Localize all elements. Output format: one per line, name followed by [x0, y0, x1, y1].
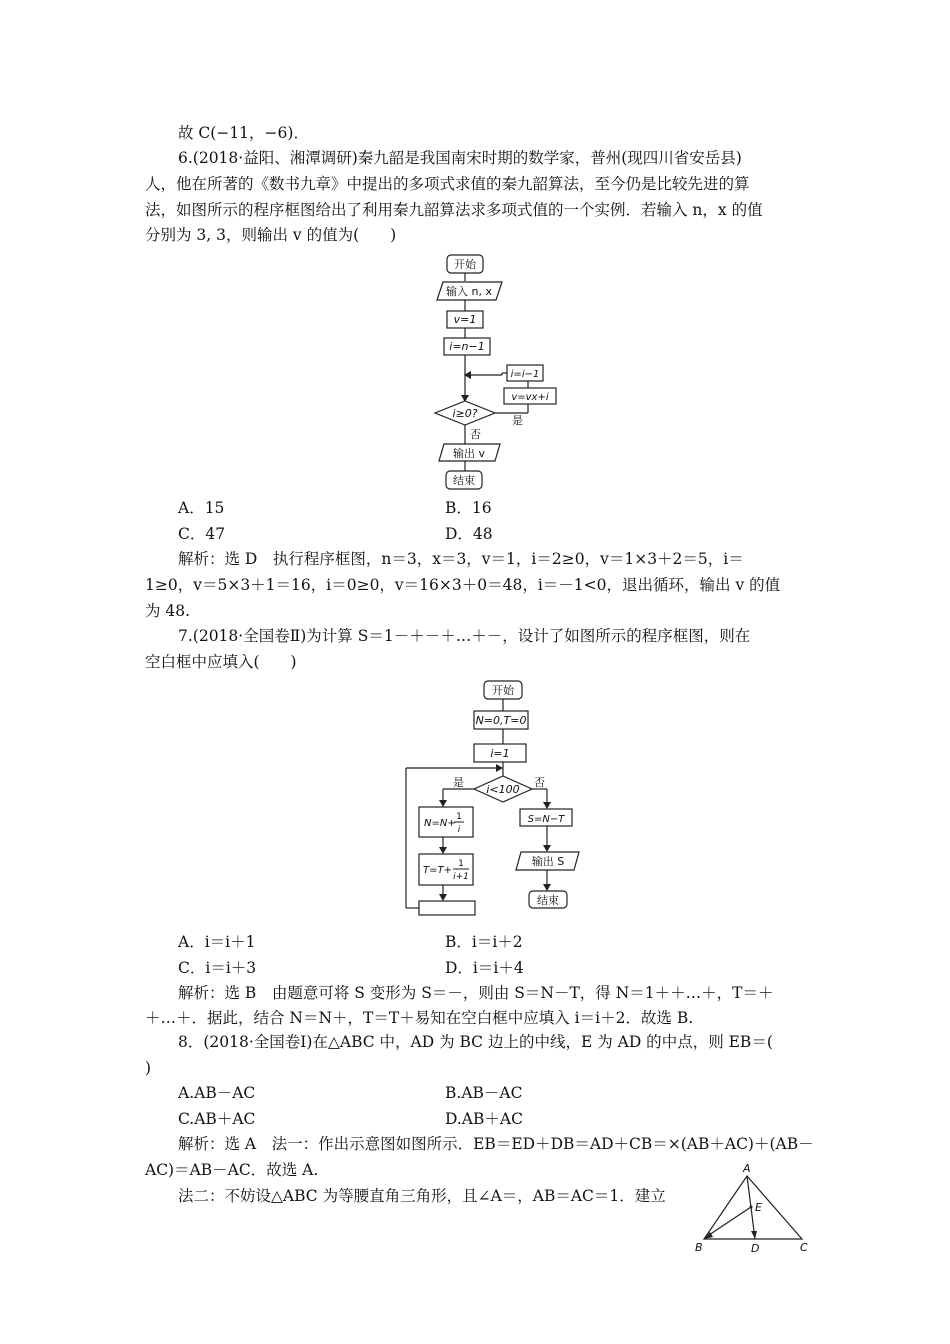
q7-option-d: D．i＝i＋4: [445, 959, 524, 977]
svg-text:输入 n, x: 输入 n, x: [446, 285, 492, 298]
flow-output: [439, 444, 500, 461]
flow-init-v: [447, 311, 483, 328]
flow-yes-label: 是: [453, 776, 464, 789]
q7-solution-2: ＋…＋．据此，结合 N＝N＋，T＝T＋易知在空白框中应填入 i＝i＋2．故选 B.: [145, 1009, 694, 1027]
svg-text:S=N−T: S=N−T: [527, 814, 565, 825]
q7-option-c: C．i＝i＋3: [178, 959, 257, 977]
q7-line-2: 空白框中应填入( ): [145, 653, 297, 671]
q8-line-1: 8．(2018·全国卷Ⅰ)在△ABC 中，AD 为 BC 边上的中线，E 为 AD 的中点，则 EB＝(: [178, 1033, 773, 1051]
q7-line-1: 7.(2018·全国卷Ⅱ)为计算 S＝1－＋－＋…＋－，设计了如图所示的程序框图，则在: [178, 627, 751, 645]
svg-text:N=N+: N=N+: [424, 818, 456, 829]
flow-update-v: [504, 388, 556, 404]
q8-solution-2: AC)＝AB－AC．故选 A.: [145, 1161, 319, 1179]
flow-s-calc: [520, 809, 572, 826]
flow-input: [437, 282, 502, 300]
flow-start: [484, 681, 522, 699]
q6-option-b: B．16: [445, 499, 492, 517]
svg-text:i=1: i=1: [490, 747, 510, 760]
flow-yes-label: 是: [512, 414, 523, 427]
flow-start: [447, 255, 483, 273]
q7-solution-1: 解析：选 B 由题意可将 S 变形为 S＝－，则由 S＝N－T，得 N＝1＋＋…＋，T＝＋: [178, 984, 774, 1002]
svg-text:v=vx+i: v=vx+i: [511, 392, 549, 403]
svg-text:1: 1: [456, 812, 462, 822]
label-e: E: [755, 1201, 762, 1214]
svg-text:i: i: [457, 825, 461, 835]
svg-text:i≥0?: i≥0?: [452, 407, 478, 420]
flow-output: [516, 852, 579, 870]
q6-line-1: 6.(2018·益阳、湘潭调研)秦九韶是我国南宋时期的数学家，普州(现四川省安岳县): [178, 149, 742, 167]
q6-solution-2: 1≥0，v＝5×3＋1＝16，i＝0≥0，v＝16×3＋0＝48，i＝－1<0，退出循环，输出 v 的值: [145, 576, 781, 594]
svg-text:开始: 开始: [492, 684, 514, 697]
svg-text:结束: 结束: [453, 474, 475, 487]
flow-init-i: [474, 744, 526, 762]
q7-option-a: A．i＝i＋1: [178, 933, 256, 951]
svg-text:i=n−1: i=n−1: [449, 340, 485, 353]
flow-decision: [474, 776, 532, 802]
q7-option-b: B．i＝i＋2: [445, 933, 523, 951]
q8-triangle-figure: [690, 1160, 815, 1260]
label-d: D: [751, 1242, 760, 1255]
prev-answer-line: 故 C(−11，−6)．: [178, 124, 309, 142]
q8-solution-3: 法二：不妨设△ABC 为等腰直角三角形，且∠A＝，AB＝AC＝1．建立: [178, 1187, 666, 1205]
svg-text:N=0,T=0: N=0,T=0: [475, 714, 527, 727]
q8-option-a: A.AB－AC: [178, 1084, 256, 1102]
svg-text:T=T+: T=T+: [423, 865, 452, 876]
svg-text:输出 S: 输出 S: [531, 855, 565, 868]
flow-no-label: 否: [534, 776, 545, 789]
svg-text:结束: 结束: [537, 894, 559, 907]
q6-line-3: 法，如图所示的程序框图给出了利用秦九韶算法求多项式值的一个实例．若输入 n，x 的值: [145, 201, 763, 219]
q6-line-4: 分别为 3, 3，则输出 v 的值为( ): [145, 226, 397, 244]
q6-option-d: D．48: [445, 525, 493, 543]
svg-text:i=i−1: i=i−1: [510, 369, 540, 380]
flow-t-update: [419, 854, 473, 885]
svg-text:1: 1: [458, 859, 464, 869]
q8-option-b: B.AB－AC: [445, 1084, 523, 1102]
flow-update-i: [507, 365, 543, 381]
svg-text:开始: 开始: [454, 258, 476, 271]
q6-solution-3: 为 48.: [145, 602, 191, 620]
q6-option-c: C．47: [178, 525, 226, 543]
q7-flowchart: [395, 676, 610, 921]
q8-solution-1: 解析：选 A 法一：作出示意图如图所示．EB＝ED＋DB＝AD＋CB＝×(AB＋AC)＋(AB－: [178, 1135, 814, 1153]
q6-option-a: A．15: [178, 499, 225, 517]
q6-flowchart: [400, 248, 580, 493]
svg-text:i+1: i+1: [453, 872, 469, 882]
q8-option-c: C.AB＋AC: [178, 1110, 256, 1128]
flow-decision: [435, 401, 495, 425]
flow-end: [529, 891, 567, 908]
q6-line-2: 人，他在所著的《数书九章》中提出的多项式求值的秦九韶算法，至今仍是比较先进的算: [145, 175, 750, 193]
flow-n-update: [419, 807, 473, 837]
label-b: B: [695, 1241, 703, 1254]
flow-no-label: 否: [470, 428, 481, 441]
svg-text:输出 v: 输出 v: [452, 447, 486, 460]
flow-end: [446, 471, 482, 489]
q6-solution-1: 解析：选 D 执行程序框图，n＝3，x＝3，v＝1，i＝2≥0，v＝1×3＋2＝5，i＝: [178, 550, 744, 568]
label-a: A: [743, 1162, 751, 1175]
flow-init-i: [444, 338, 490, 355]
svg-text:v=1: v=1: [453, 313, 477, 326]
flow-init: [474, 711, 528, 729]
q8-line-2: ): [145, 1059, 152, 1077]
flow-blank-box: [419, 901, 475, 915]
svg-text:i<100: i<100: [486, 783, 520, 796]
q8-option-d: D.AB＋AC: [445, 1110, 523, 1128]
label-c: C: [800, 1241, 808, 1254]
